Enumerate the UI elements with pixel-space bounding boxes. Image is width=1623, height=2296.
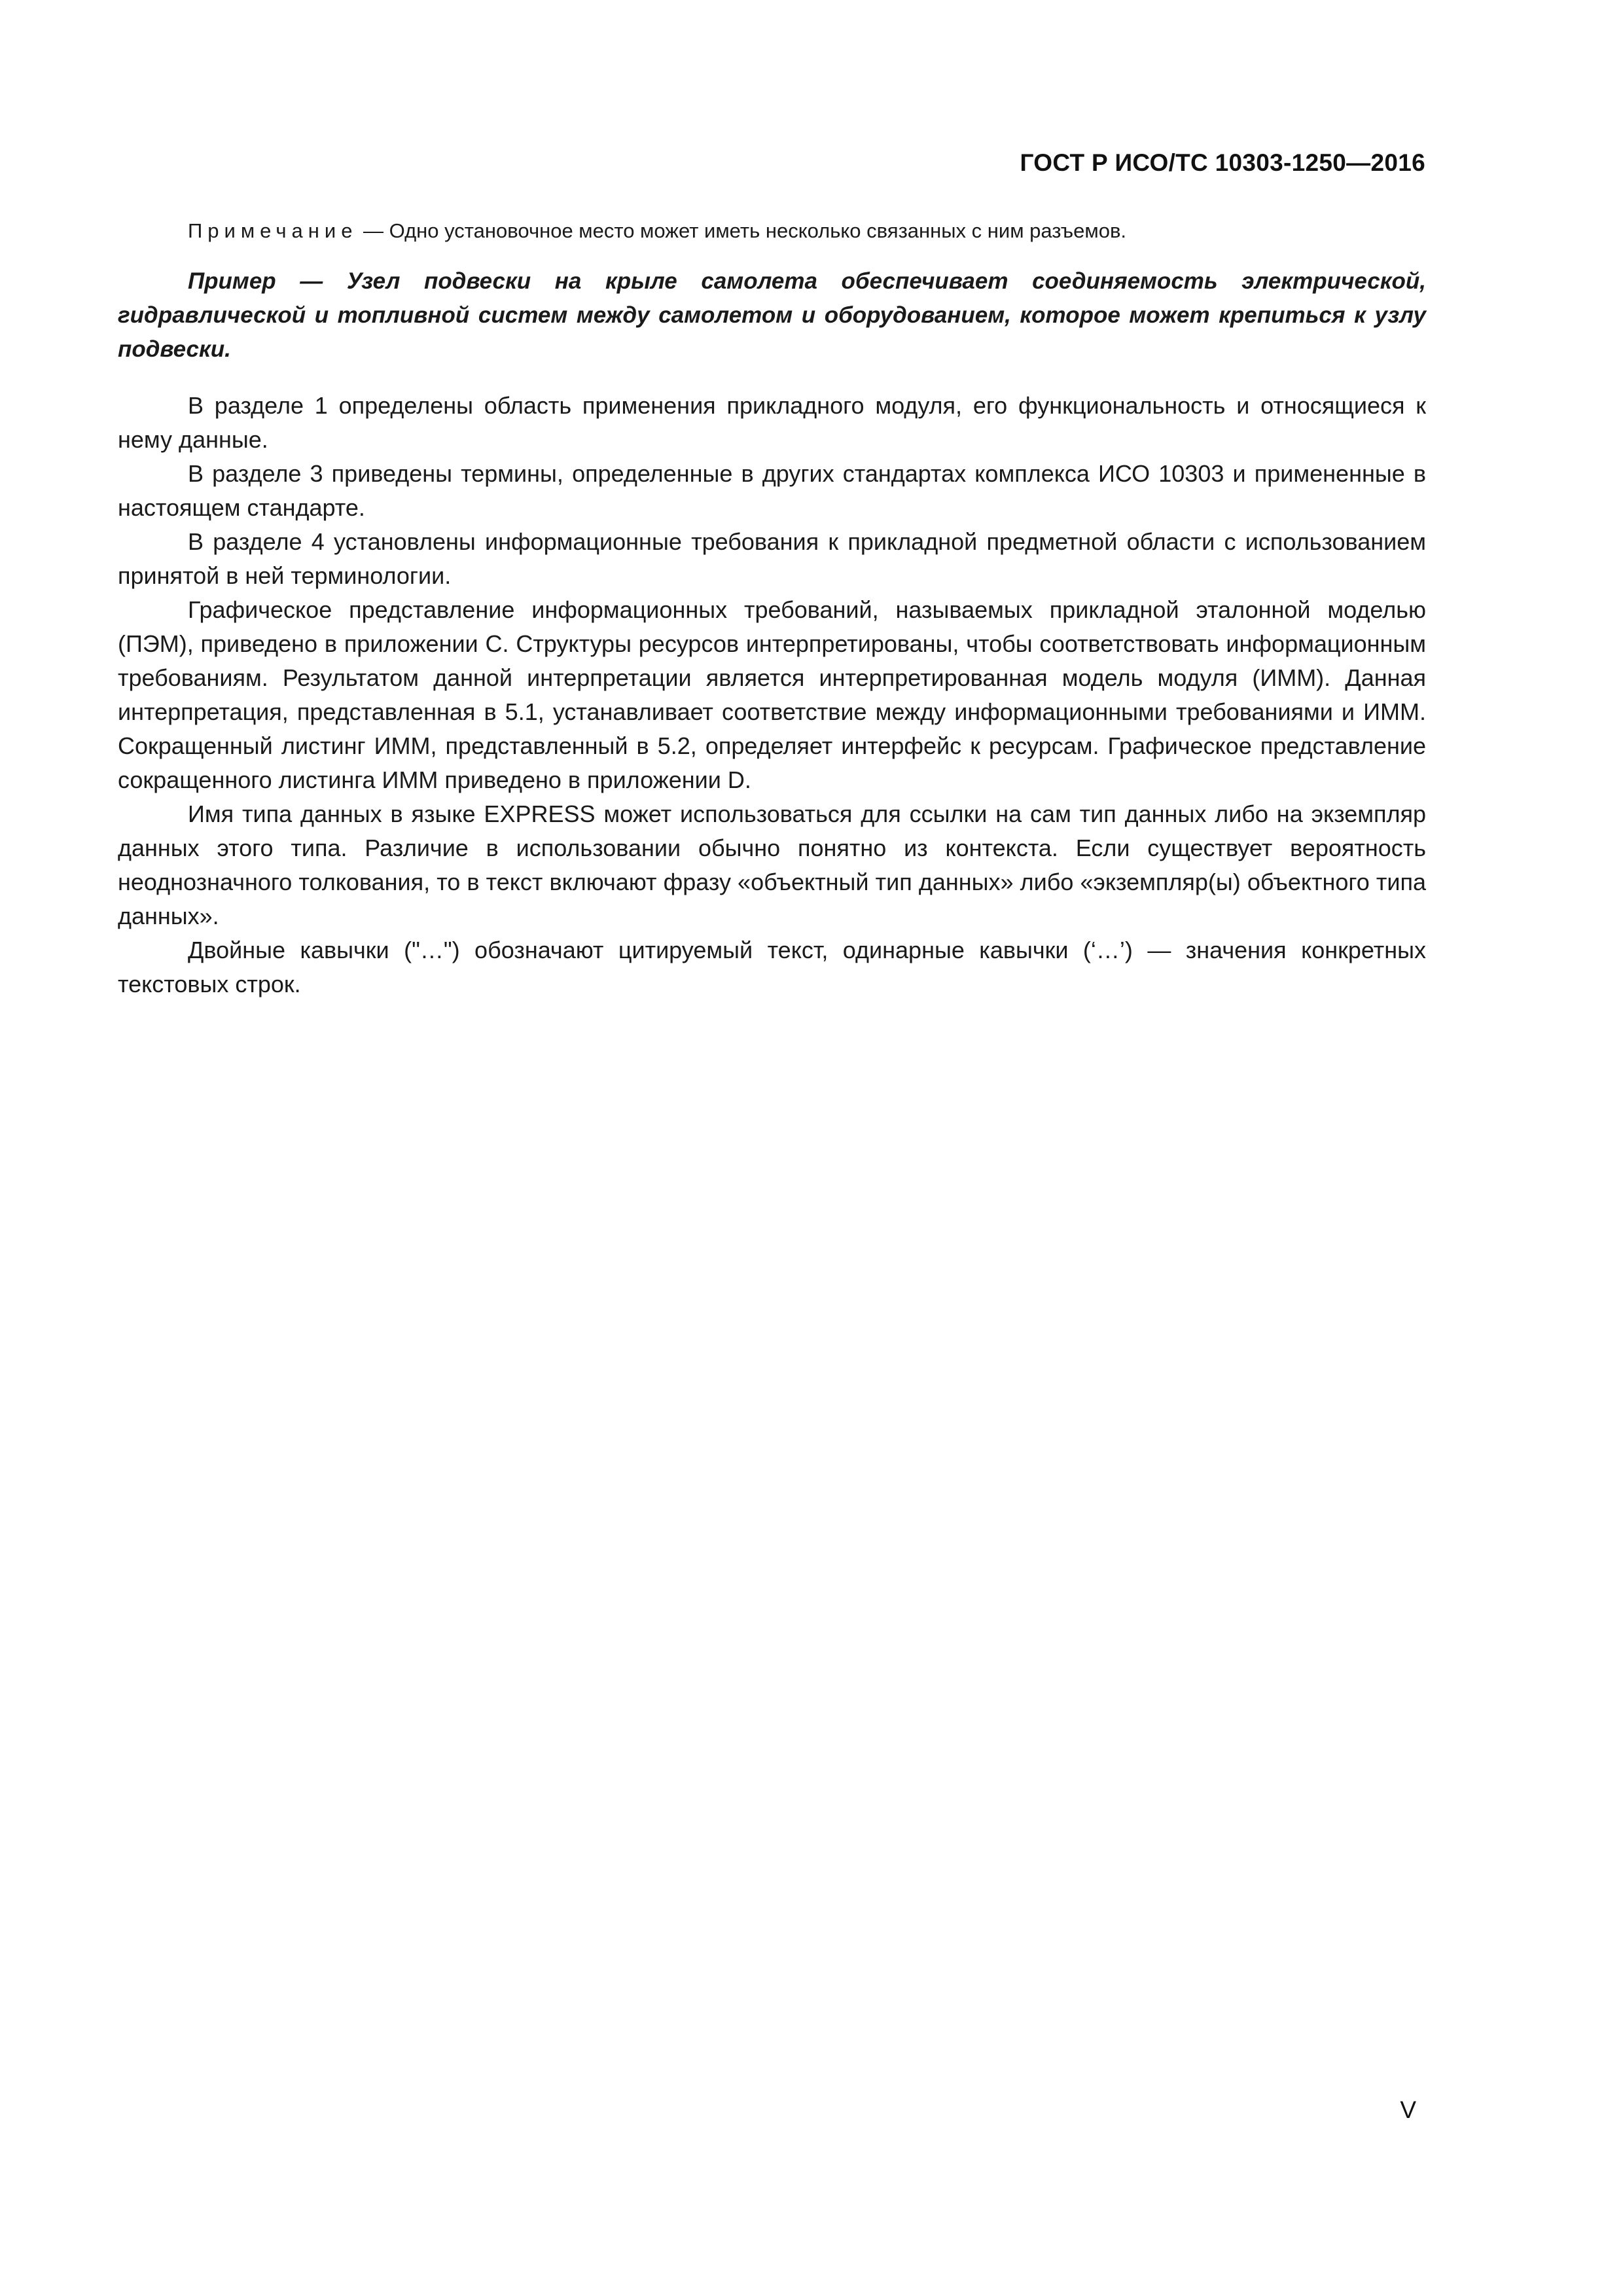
example-paragraph: Пример — Узел подвески на крыле самолета обеспечивает соединяемость электрической, гидравлической и топливной систем между самолетом и оборудованием, которое может крепиться к узлу подвески. <box>118 268 1426 362</box>
paragraph-section-3: В разделе 3 приведены термины, определенные в других стандартах комплекса ИСО 10303 и примененные в настоящем стандарте. <box>118 460 1426 521</box>
note-text: — Одно установочное место может иметь несколько связанных с ним разъемов. <box>357 219 1127 242</box>
paragraph-section-1: В разделе 1 определены область применения прикладного модуля, его функциональность и относящиеся к нему данные. <box>118 392 1426 453</box>
page-number: V <box>1400 2096 1416 2123</box>
paragraph-quotation-marks: Двойные кавычки ("…") обозначают цитируемый текст, одинарные кавычки (‘…’) — значения конкретных текстовых строк. <box>118 937 1426 997</box>
document-body <box>118 216 1426 1001</box>
standard-header: ГОСТ Р ИСО/ТС 10303-1250—2016 <box>1020 149 1425 176</box>
paragraph-express-type-names: Имя типа данных в языке EXPRESS может использоваться для ссылки на сам тип данных либо на экземпляр данных этого типа. Различие в использовании обычно понятно из контекста. Если существует вероятность неоднозначного толкования, то в текст включают фразу «объектный тип данных» либо «экземпляр(ы) объектного типа данных». <box>118 800 1426 929</box>
note-paragraph <box>118 216 1426 246</box>
paragraph-section-4: В разделе 4 установлены информационные требования к прикладной предметной области с использованием принятой в ней терминологии. <box>118 528 1426 589</box>
note-label: Примечание <box>188 219 358 242</box>
paragraph-graphical-representation: Графическое представление информационных требований, называемых прикладной эталонной моделью (ПЭМ), приведено в приложении С. Структуры ресурсов интерпретированы, чтобы соответствовать информационным требованиям. Результатом данной интерпретации является интерпретированная модель модуля (ИММ). Данная интерпретация, представленная в 5.1, устанавливает соответствие между информационными требованиями и ИММ. Сокращенный листинг ИММ, представленный в 5.2, определяет интерфейс к ресурсам. Графическое представление сокращенного листинга ИММ приведено в приложении D. <box>118 596 1426 793</box>
